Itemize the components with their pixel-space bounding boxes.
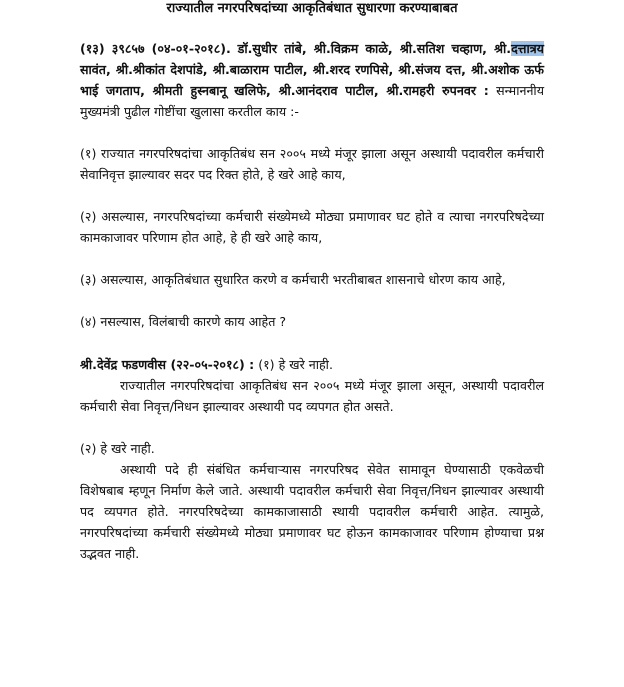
answer-paragraph-2: अस्थायी पदे ही संबंधित कर्मचाऱ्यास नगरपरिषद सेवेत सामावून घेण्यासाठी एकवेळची विशेषबाब म्हणून निर्माण केले जाते. अस्थायी पदावरील कर्मचारी सेवा निवृत्त/निधन झाल्यावर अस्थायी पद व्यपगत होते. नगरपरिषदेच्या कामकाजासाठी स्थायी पदावरील कर्मचारी आहेत. त्यामुळे, नगरपरिषदांच्या कर्मचारी संख्येमध्ये मोठ्या प्रमाणावर घट होऊन कामकाजावर परिणाम होण्याचा प्रश्न उद्भवत नाही. [80,462,544,561]
question-header [80,38,544,122]
question-item-1: (१) राज्यात नगरपरिषदांचा आकृतिबंध सन २००५ मध्ये मंजूर झाला असून अस्थायी पदावरील कर्मचारी सेवानिवृत्त झाल्यावर सदर पद रिक्त होते, हे खरे आहे काय, [80,146,544,182]
question-item-4: (४) नसल्यास, विलंबाची कारणे काय आहेत ? [80,314,287,329]
question-item-2: (२) असल्यास, नगरपरिषदांच्या कर्मचारी संख्येमध्ये मोठ्या प्रमाणावर घट होते व त्याचा नगरपरिषदेच्या कामकाजावर परिणाम होत आहे, हे ही खरे आहे काय, [80,209,544,245]
answer-paragraph-1: राज्यातील नगरपरिषदांचा आकृतिबंध सन २००५ मध्ये मंजूर झाला असून, अस्थायी पदावरील कर्मचारी सेवा निवृत्त/निधन झाल्यावर अस्थायी पद व्यपगत होत असते. [80,378,544,414]
answer-header [80,354,544,375]
answer-point-1: (१) हे खरे नाही. [254,357,333,372]
question-reference: (१३) ३९८५७ (०४-०१-२०१८). [80,41,231,56]
document-title: राज्यातील नगरपरिषदांच्या आकृतिबंधात सुधारणा करण्याबाबत [166,1,458,16]
answer-point-2: (२) हे खरे नाही. [80,441,155,456]
question-item-3: (३) असल्यास, आकृतिबंधात सुधारित करणे व कर्मचारी भरतीबाबत शासनाचे धोरण काय आहे, [80,272,506,287]
question-mlas-part2: सावंत, श्री.श्रीकांत देशपांडे, श्री.बाळाराम पाटील, श्री.शरद रणपिसे, श्री.संजय दत्त, श्री.अशोक ऊर्फ भाई जगताप, श्रीमती हुस्नबानू खलिफे, श्री.आनंदराव पाटील, श्री.रामहरी रुपनवर : [80,62,544,98]
question-mlas-part1: डॉ.सुधीर तांबे, श्री.विक्रम काळे, श्री.सतिश चव्हाण, श्री. [237,41,512,56]
highlighted-name: दत्तात्रय [511,41,544,56]
question-intro: सन्माननीय मुख्यमंत्री पुढील गोष्टींचा खुलासा करतील काय :- [80,83,544,119]
answer-responder: श्री.देवेंद्र फडणवीस (२२-०५-२०१८) : [80,357,255,372]
